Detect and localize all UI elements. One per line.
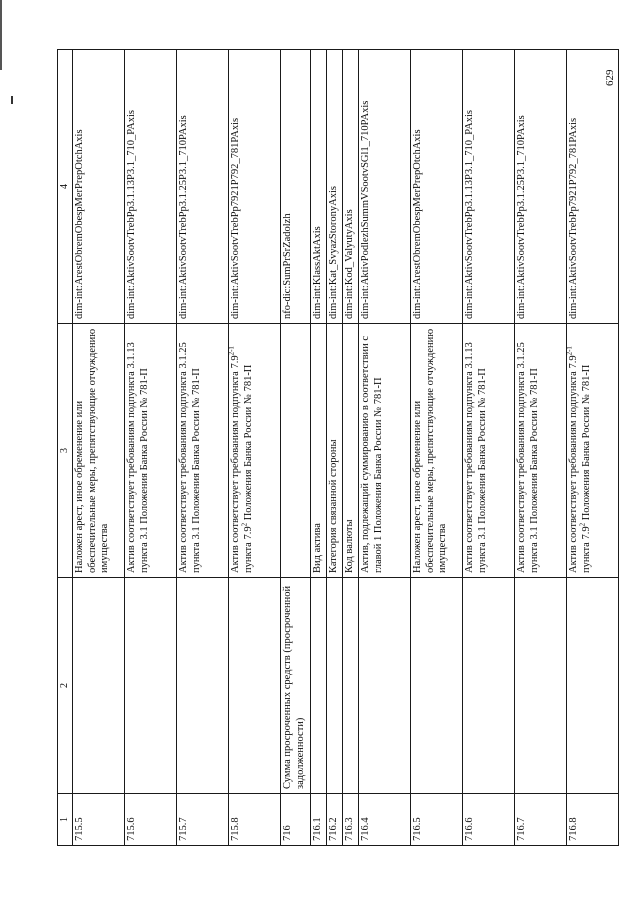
row-description: Наложен арест, иное обременение или обеспечительные меры, препятствующие отчуждению имущества bbox=[73, 324, 125, 578]
table-row bbox=[281, 50, 311, 846]
row-dimension: dim-int:Kod_ValyutyAxis bbox=[343, 50, 359, 324]
page-number: 629 bbox=[604, 69, 616, 86]
row-dimension: dim-int:AktivSootvTrebPp7921P792_781PAxis bbox=[567, 50, 619, 324]
row-name bbox=[515, 578, 567, 794]
table-row bbox=[567, 50, 619, 846]
table-row bbox=[515, 50, 567, 846]
row-dimension: dim-int:Kat_SvyazStoronyAxis bbox=[327, 50, 343, 324]
row-description: Актив соответствует требованиям подпункта 3.1.25 пункта 3.1 Положения Банка России № 781-П bbox=[515, 324, 567, 578]
table-row bbox=[359, 50, 411, 846]
header-row bbox=[58, 50, 73, 846]
table-row bbox=[73, 50, 125, 846]
row-name bbox=[125, 578, 177, 794]
row-code: 716.6 bbox=[463, 794, 515, 846]
table-row bbox=[327, 50, 343, 846]
header-col-4: 4 bbox=[58, 50, 73, 324]
header-col-3: 3 bbox=[58, 324, 73, 578]
rotated-table-container bbox=[57, 50, 592, 846]
row-description: Актив соответствует требованиям подпункта 3.1.13 пункта 3.1 Положения Банка России № 781-П bbox=[463, 324, 515, 578]
row-dimension: dim-int:ArestObremObespMerPrepOtchAxis bbox=[411, 50, 463, 324]
row-dimension: dim-int:AktivSootvTrebPp3.1.25P3.1_710PAxis bbox=[515, 50, 567, 324]
row-code: 716 bbox=[281, 794, 311, 846]
header-col-1: 1 bbox=[58, 794, 73, 846]
row-description: Код валюты bbox=[343, 324, 359, 578]
row-code: 716.1 bbox=[311, 794, 327, 846]
row-name bbox=[411, 578, 463, 794]
row-code: 715.5 bbox=[73, 794, 125, 846]
row-description: Актив соответствует требованиям подпункта 3.1.25 пункта 3.1 Положения Банка России № 781-П bbox=[177, 324, 229, 578]
row-code: 715.7 bbox=[177, 794, 229, 846]
row-code: 715.6 bbox=[125, 794, 177, 846]
row-description: Категория связанной стороны bbox=[327, 324, 343, 578]
row-name bbox=[73, 578, 125, 794]
row-name bbox=[229, 578, 281, 794]
table-row bbox=[229, 50, 281, 846]
data-table bbox=[57, 49, 619, 846]
table-row bbox=[411, 50, 463, 846]
header-col-2: 2 bbox=[58, 578, 73, 794]
row-description: Актив, подлежащий суммированию в соответствии с главой 1 Положения Банка России № 781-П bbox=[359, 324, 411, 578]
row-description: Наложен арест, иное обременение или обеспечительные меры, препятствующие отчуждению имущества bbox=[411, 324, 463, 578]
row-dimension: dim-int:AktivPodlezhSummVSootvSGl1_710PAxis bbox=[359, 50, 411, 324]
row-name bbox=[327, 578, 343, 794]
edge-scan-mark bbox=[0, 0, 2, 70]
table-row bbox=[125, 50, 177, 846]
row-description: Актив соответствует требованиям подпункта 3.1.13 пункта 3.1 Положения Банка России № 781-П bbox=[125, 324, 177, 578]
row-description: Вид актива bbox=[311, 324, 327, 578]
row-name bbox=[463, 578, 515, 794]
edge-scan-tick bbox=[11, 96, 13, 104]
row-dimension: dim-int:KlassAktAxis bbox=[311, 50, 327, 324]
row-code: 716.2 bbox=[327, 794, 343, 846]
row-name bbox=[359, 578, 411, 794]
row-description: Актив соответствует требованиям подпункта 7.9$^{2-1}$ пункта $7.9^2$ Положения Банка России № 781-П bbox=[567, 324, 619, 578]
row-dimension: nfo-dic:SumPrSrZadolzh bbox=[281, 50, 311, 324]
row-dimension: dim-int:AktivSootvTrebPp3.1.25P3.1_710PAxis bbox=[177, 50, 229, 324]
row-code: 716.7 bbox=[515, 794, 567, 846]
row-dimension: dim-int:ArestObremObespMerPrepOtchAxis bbox=[73, 50, 125, 324]
row-dimension: dim-int:AktivSootvTrebPp3.1.13P3.1_710_PAxis bbox=[463, 50, 515, 324]
row-name bbox=[567, 578, 619, 794]
row-name: Сумма просроченных средств (просроченной задолженности) bbox=[281, 578, 311, 794]
row-code: 716.5 bbox=[411, 794, 463, 846]
table-row bbox=[177, 50, 229, 846]
row-name bbox=[343, 578, 359, 794]
row-code: 716.3 bbox=[343, 794, 359, 846]
row-code: 716.4 bbox=[359, 794, 411, 846]
table-row bbox=[463, 50, 515, 846]
row-dimension: dim-int:AktivSootvTrebPp7921P792_781PAxis bbox=[229, 50, 281, 324]
row-name bbox=[311, 578, 327, 794]
table-row bbox=[311, 50, 327, 846]
row-name bbox=[177, 578, 229, 794]
row-description: Актив соответствует требованиям подпункта 7.9$^{2-1}$ пункта $7.9^2$ Положения Банка России № 781-П bbox=[229, 324, 281, 578]
row-code: 716.8 bbox=[567, 794, 619, 846]
table-row bbox=[343, 50, 359, 846]
row-code: 715.8 bbox=[229, 794, 281, 846]
row-description bbox=[281, 324, 311, 578]
row-dimension: dim-int:AktivSootvTrebPp3.1.13P3.1_710_PAxis bbox=[125, 50, 177, 324]
